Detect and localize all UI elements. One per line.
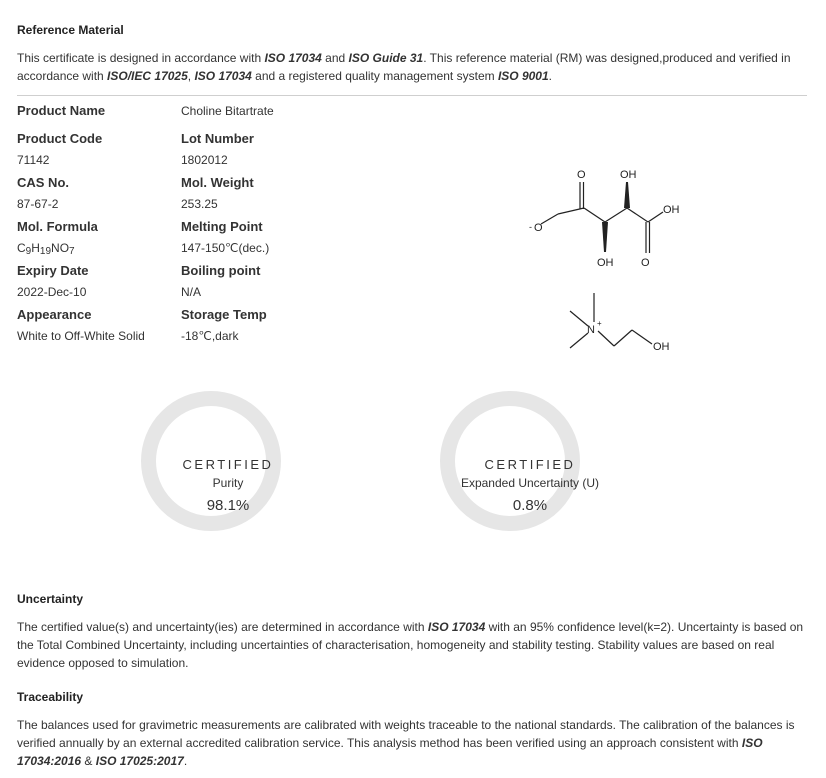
- boiling-point-value: N/A: [181, 285, 202, 299]
- appearance-label: Appearance: [17, 307, 92, 322]
- choline-structure: [570, 293, 652, 348]
- anion-oxygen-label: O: [534, 222, 543, 234]
- uncertainty-label: Expanded Uncertainty (U): [460, 476, 600, 490]
- nitrogen-label: N: [587, 324, 595, 336]
- purity-certified-heading: CERTIFIED: [182, 457, 274, 472]
- mol-formula-label: Mol. Formula: [17, 219, 98, 234]
- mol-weight-label: Mol. Weight: [181, 175, 254, 190]
- expiry-date-label: Expiry Date: [17, 263, 89, 278]
- uncertainty-certified-heading: CERTIFIED: [484, 457, 576, 472]
- traceability-heading: Traceability: [17, 690, 84, 704]
- product-name-label: Product Name: [17, 103, 106, 118]
- product-code-label: Product Code: [17, 131, 103, 146]
- uncertainty-value: 0.8%: [512, 497, 548, 514]
- chemical-structure: [530, 160, 700, 360]
- tartrate-structure: [541, 182, 663, 253]
- nitrogen-charge: +: [597, 319, 602, 328]
- hydroxyl-label-top: OH: [620, 169, 637, 181]
- lot-number-value: 1802012: [181, 153, 228, 167]
- product-code-value: 71142: [17, 153, 50, 167]
- product-name-value: Choline Bitartrate: [181, 104, 274, 118]
- carbonyl-oxygen-label: O: [577, 169, 586, 181]
- reference-heading: Reference Material: [17, 23, 124, 37]
- mol-formula-value: $C_9H_{19}NO_7$: [17, 241, 75, 257]
- purity-value: 98.1%: [206, 497, 250, 514]
- hydroxyl-label-bottom: OH: [597, 257, 614, 269]
- acid-hydroxyl-label: OH: [663, 204, 680, 216]
- uncertainty-heading: Uncertainty: [17, 592, 84, 606]
- cas-label: CAS No.: [17, 175, 69, 190]
- lot-number-label: Lot Number: [181, 131, 254, 146]
- uncertainty-paragraph: The certified value(s) and uncertainty(ies) are determined in accordance with ISO 17034 with an 95% confidence level(k=2). Uncertainty is based on the Total Combined Uncertainty, including uncertainties of characterisation, homogeneity and stability testing. Stability values are based on real evidence opposed to simulation.: [17, 620, 804, 670]
- storage-temp-value: -18℃,dark: [181, 329, 239, 343]
- acid-carbonyl-oxygen-label: O: [641, 257, 650, 269]
- storage-temp-label: Storage Temp: [181, 307, 267, 322]
- traceability-paragraph: The balances used for gravimetric measurements are calibrated with weights traceable to the national standards. The calibration of the balances is verified annually by an external accredited calibration service. This analysis method has been verified using an approach consistent with ISO 17034:2016 & ISO 17025:2017.: [17, 718, 795, 768]
- appearance-value: White to Off-White Solid: [17, 329, 145, 343]
- cas-value: 87-67-2: [17, 197, 59, 211]
- reference-paragraph: This certificate is designed in accordance with ISO 17034 and ISO Guide 31. This reference material (RM) was designed,produced and verified in accordance with ISO/IEC 17025, ISO 17034 and a registered quality management system ISO 9001.: [17, 51, 791, 83]
- purity-label: Purity: [212, 476, 244, 490]
- boiling-point-label: Boiling point: [181, 263, 261, 278]
- anion-charge: -: [529, 222, 532, 232]
- mol-weight-value: 253.25: [181, 197, 218, 211]
- divider: [17, 95, 807, 96]
- expiry-date-value: 2022-Dec-10: [17, 285, 87, 299]
- melting-point-label: Melting Point: [181, 219, 263, 234]
- choline-hydroxyl-label: OH: [653, 341, 670, 353]
- melting-point-value: 147-150℃(dec.): [181, 241, 270, 255]
